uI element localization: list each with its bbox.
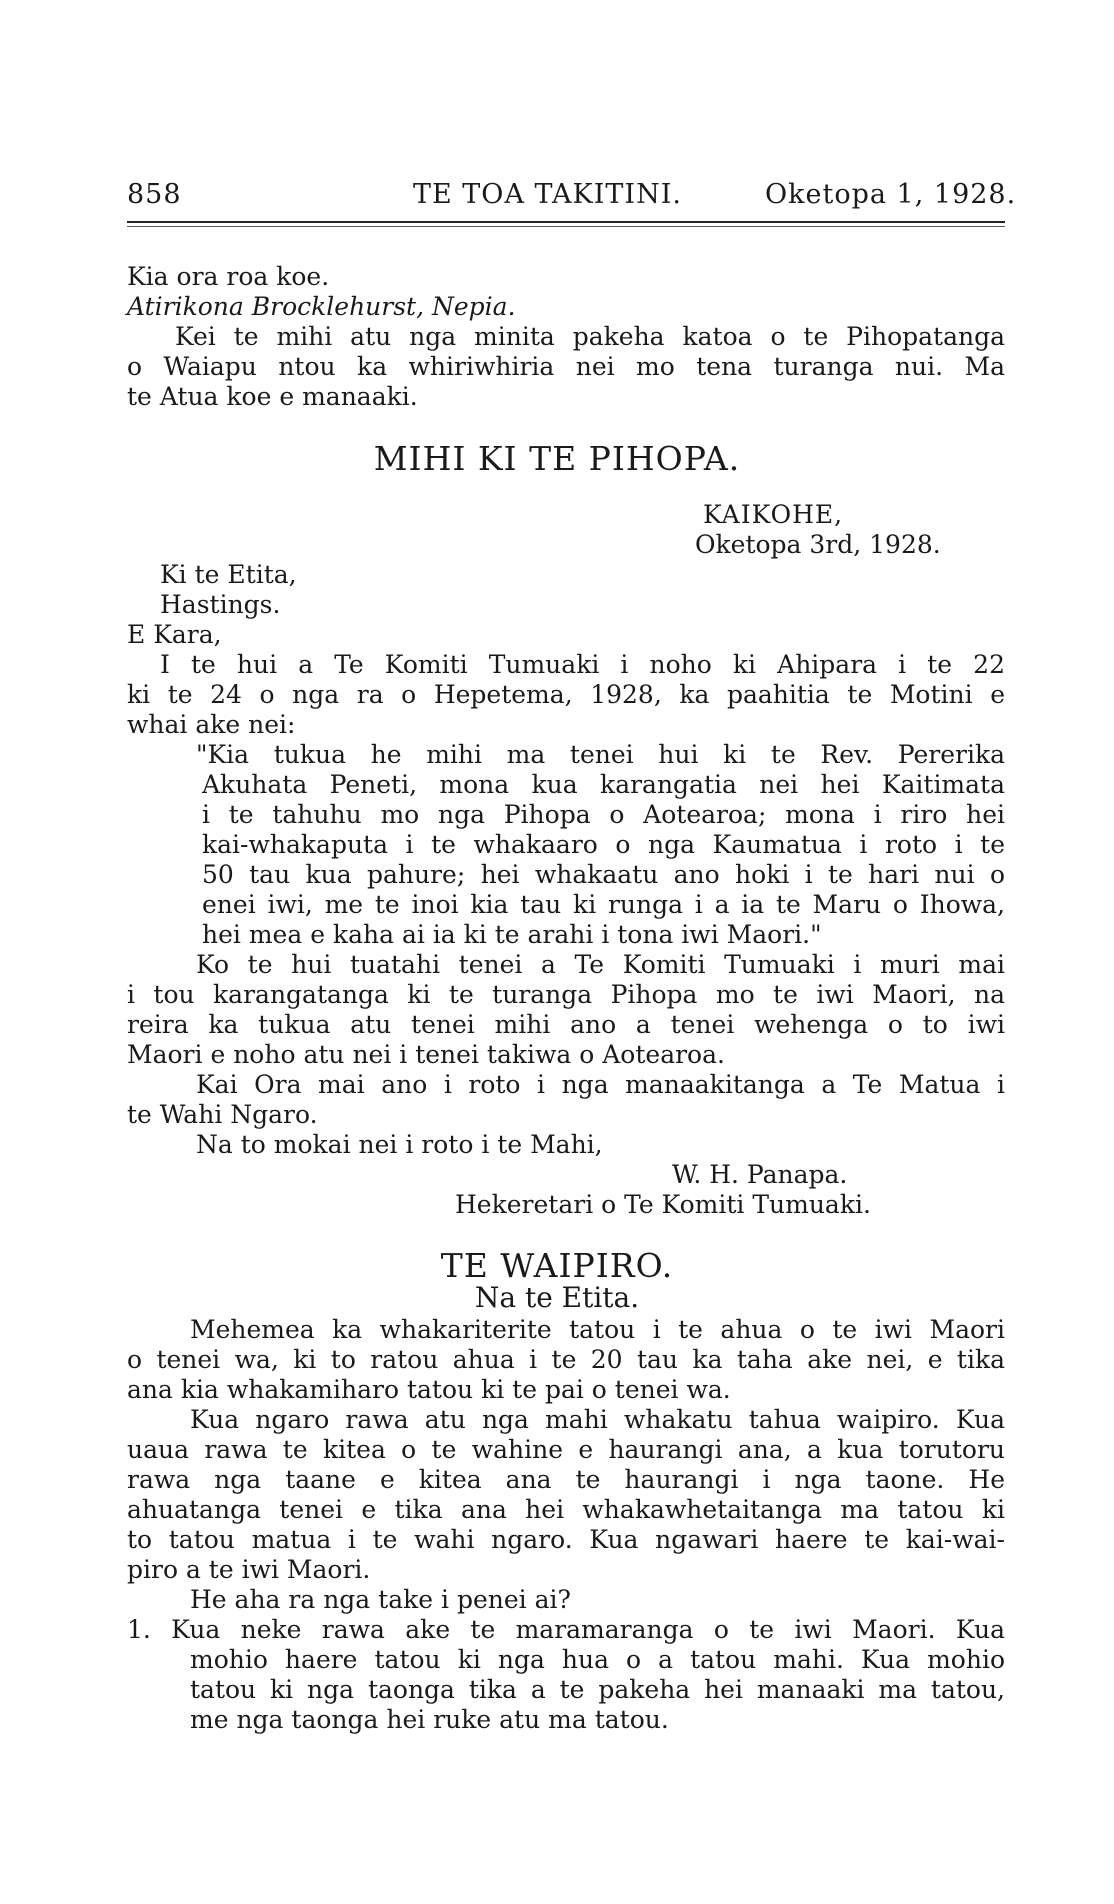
body-line: rawa nga taane e kitea ana te haurangi i nga taone. He [127,1465,1005,1494]
list-item-line: mohio haere tatou ki nga hua o a tatou mahi. Kua mohio [190,1645,1005,1674]
signature: Atirikona Brocklehurst, Nepia. [127,292,516,321]
body-line: o tenei wa, ki to ratou ahua i te 20 tau ka taha ake nei, e tika [127,1345,1005,1374]
quote-line: kai-whakaputa i te whakaaro o nga Kaumatua i roto i te [202,830,1005,859]
list-item-line: me nga taonga hei ruke atu ma tatou. [190,1705,669,1734]
body-line: whai ake nei: [127,710,296,739]
question: He aha ra nga take i penei ai? [190,1585,571,1614]
quote-line: 50 tau kua pahure; hei whakaatu ano hoki i te hari nui o [202,860,1005,889]
header-date: Oketopa 1, 1928. [765,179,1017,210]
body-line: te Atua koe e manaaki. [127,382,418,411]
signer-name: W. H. Panapa. [672,1160,848,1189]
quote-line: hei mea e kaha ai ia ki te arahi i tona iwi Maori." [202,920,822,949]
body-line: Kei te mihi atu nga minita pakeha katoa o te Pihopatanga [175,322,1005,351]
body-line: ana kia whakamiharo tatou ki te pai o tenei wa. [127,1375,731,1404]
quote-line: enei iwi, me te inoi kia tau ki runga i a ia te Maru o Ihowa, [202,890,1005,919]
body-line: Maori e noho atu nei i tenei takiwa o Aotearoa. [127,1040,725,1069]
body-line: to tatou matua i te wahi ngaro. Kua ngawari haere te kai-wai- [127,1525,1005,1554]
section-title: MIHI KI TE PIHOPA. [373,439,741,478]
body-line: o Waiapu ntou ka whiriwhiria nei mo tena turanga nui. Ma [127,352,1005,381]
body-line: ki te 24 o nga ra o Hepetema, 1928, ka paahitia te Motini e [127,680,1005,709]
letter-date: Oketopa 3rd, 1928. [695,530,941,559]
quote-line: Akuhata Peneti, mona kua karangatia nei hei Kaitimata [202,770,1005,799]
page-number: 858 [127,179,182,210]
body-line: i tou karangatanga ki te turanga Pihopa mo te iwi Maori, na [127,980,1005,1009]
quote-line: i te tahuhu mo nga Pihopa o Aotearoa; mona i riro hei [202,800,1005,829]
body-line: Mehemea ka whakariterite tatou i te ahua o te iwi Maori [190,1315,1005,1344]
journal-title: TE TOA TAKITINI. [413,179,682,210]
signer-title: Hekeretari o Te Komiti Tumuaki. [455,1190,871,1219]
body-line: piro a te iwi Maori. [127,1555,371,1584]
list-item-line: tatou ki nga taonga tika a te pakeha hei manaaki ma tatou, [190,1675,1005,1704]
salutation: E Kara, [127,620,222,649]
body-line: reira ka tukua atu tenei mihi ano a tenei wehenga o to iwi [127,1010,1005,1039]
body-line: I te hui a Te Komiti Tumuaki i noho ki Ahipara i te 22 [160,650,1005,679]
byline: Na te Etita. [474,1281,640,1314]
body-line: uaua rawa te kitea o te wahine e haurangi ana, a kua torutoru [127,1435,1005,1464]
body-line: Kua ngaro rawa atu nga mahi whakatu tahua waipiro. Kua [190,1405,1005,1434]
header-rule [127,221,1005,223]
list-item-line: 1. Kua neke rawa ake te maramaranga o te iwi Maori. Kua [127,1615,1005,1644]
body-line: ahuatanga tenei e tika ana hei whakawhetaitanga ma tatou ki [127,1495,1005,1524]
closing: Na to mokai nei i roto i te Mahi, [196,1130,603,1159]
body-line: te Wahi Ngaro. [127,1100,318,1129]
body-line: Ko te hui tuatahi tenei a Te Komiti Tumuaki i muri mai [196,950,1005,979]
body-line: Kai Ora mai ano i roto i nga manaakitanga a Te Matua i [196,1070,1005,1099]
quote-line: "Kia tukua he mihi ma tenei hui ki te Rev. Pererika [196,740,1005,769]
addressee-place: Hastings. [160,590,281,619]
greeting: Kia ora roa koe. [127,262,330,291]
section-title: TE WAIPIRO. [440,1246,674,1285]
addressee: Ki te Etita, [160,560,297,589]
letter-place: KAIKOHE, [703,500,844,529]
header-rule-thin [127,226,1005,227]
